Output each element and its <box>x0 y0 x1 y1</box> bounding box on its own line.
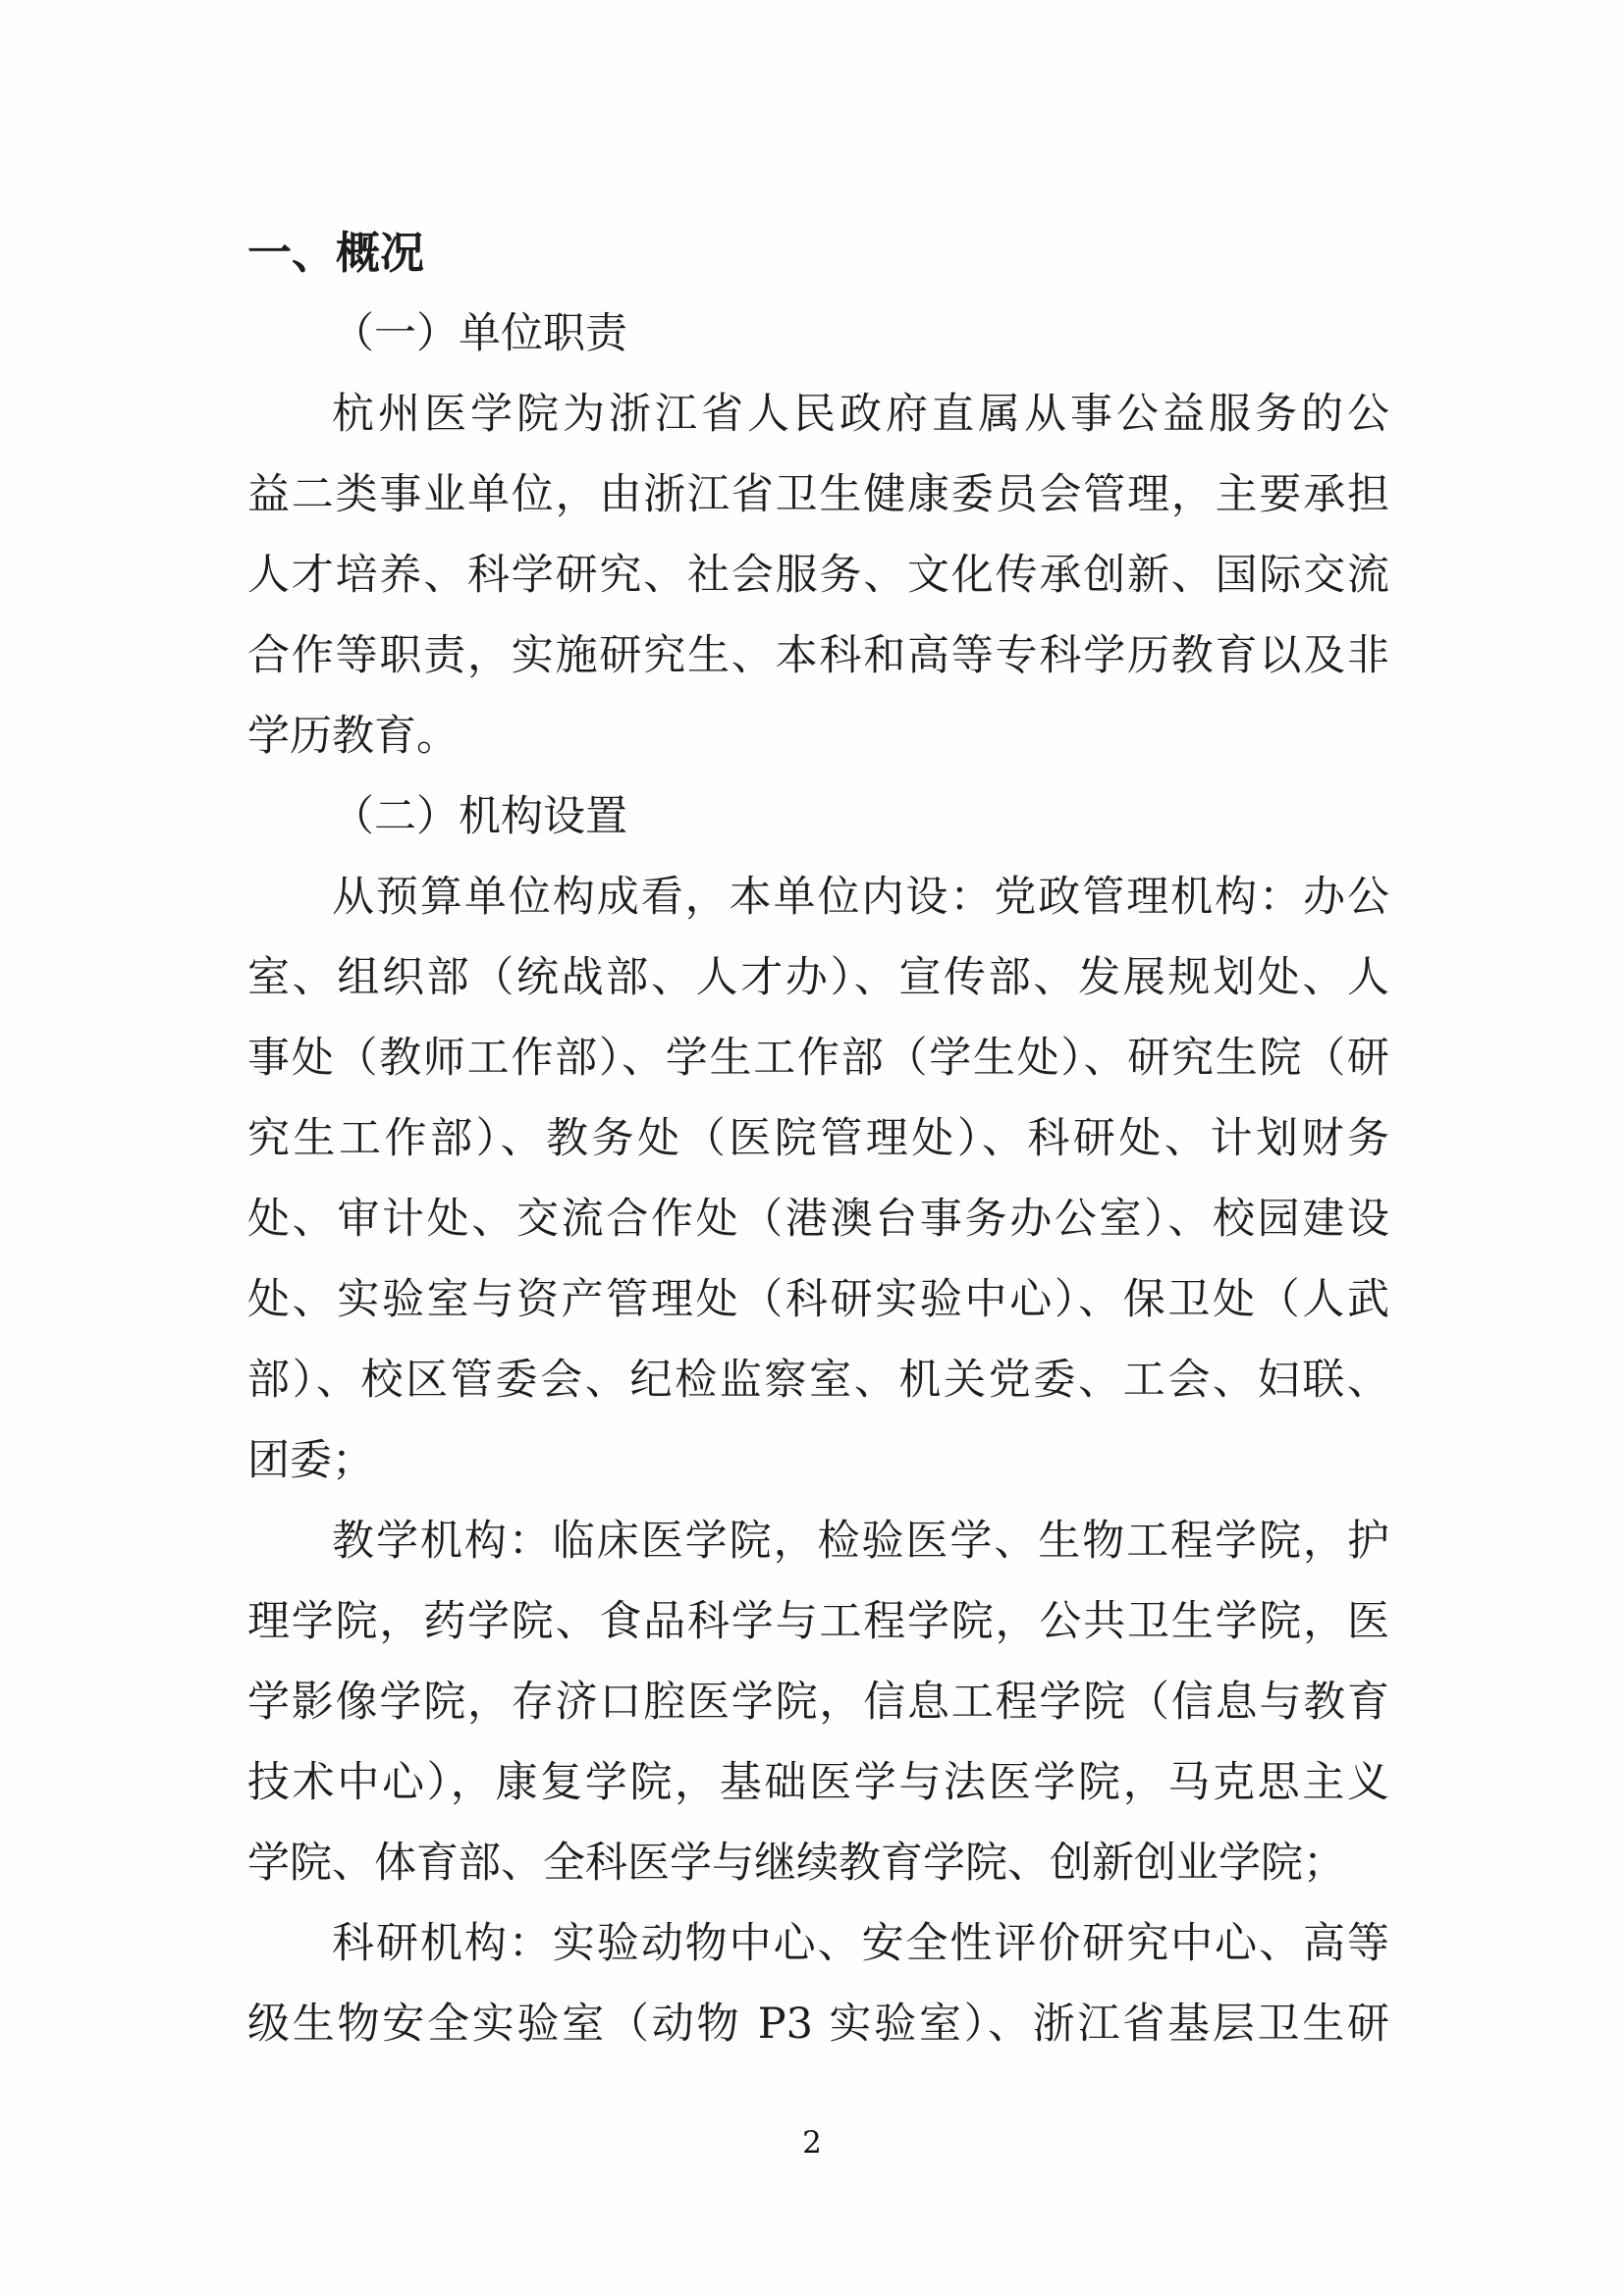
text-block <box>247 213 1389 2064</box>
text-line: 合作等职责，实施研究生、本科和高等专科学历教育以及非 <box>247 631 1389 680</box>
text-line: 技术中心），康复学院，基础医学与法医学院，马克思主义 <box>247 1758 1389 1807</box>
text-line: 学影像学院，存济口腔医学院，信息工程学院（信息与教育 <box>247 1678 1389 1727</box>
text-line: 处、审计处、交流合作处（港澳台事务办公室）、校园建设 <box>247 1195 1389 1244</box>
text-line: 益二类事业单位，由浙江省卫生健康委员会管理，主要承担 <box>247 470 1389 519</box>
subheading: （一）单位职责 <box>332 309 627 358</box>
text-line: 究生工作部）、教务处（医院管理处）、科研处、计划财务 <box>247 1114 1389 1163</box>
text-line: 理学院，药学院、食品科学与工程学院，公共卫生学院，医 <box>247 1597 1389 1646</box>
subheading: （二）机构设置 <box>332 792 627 841</box>
text-line: 学院、体育部、全科医学与继续教育学院、创新创业学院； <box>247 1839 1345 1888</box>
page-number: 2 <box>802 2125 822 2161</box>
text-line: 团委； <box>247 1436 374 1485</box>
text-line: 学历教育。 <box>247 712 459 761</box>
text-line: 人才培养、科学研究、社会服务、文化传承创新、国际交流 <box>247 551 1389 600</box>
text-line: 处、实验室与资产管理处（科研实验中心）、保卫处（人武 <box>247 1275 1389 1324</box>
heading: 一、概况 <box>247 227 425 279</box>
text-line: 科研机构：实验动物中心、安全性评价研究中心、高等 <box>332 1919 1389 1968</box>
text-line: 部）、校区管委会、纪检监察室、机关党委、工会、妇联、 <box>247 1356 1389 1405</box>
text-line: 教学机构：临床医学院，检验医学、生物工程学院，护 <box>332 1517 1389 1566</box>
text-line: 事处（教师工作部）、学生工作部（学生处）、研究生院（研 <box>247 1034 1389 1083</box>
text-line: 室、组织部（统战部、人才办）、宣传部、发展规划处、人 <box>247 953 1389 1002</box>
text-line: 杭州医学院为浙江省人民政府直属从事公益服务的公 <box>332 390 1389 439</box>
text-line: 从预算单位构成看，本单位内设：党政管理机构：办公 <box>332 873 1389 922</box>
text-line: 级生物安全实验室（动物 P3 实验室）、浙江省基层卫生研 <box>247 2000 1389 2049</box>
